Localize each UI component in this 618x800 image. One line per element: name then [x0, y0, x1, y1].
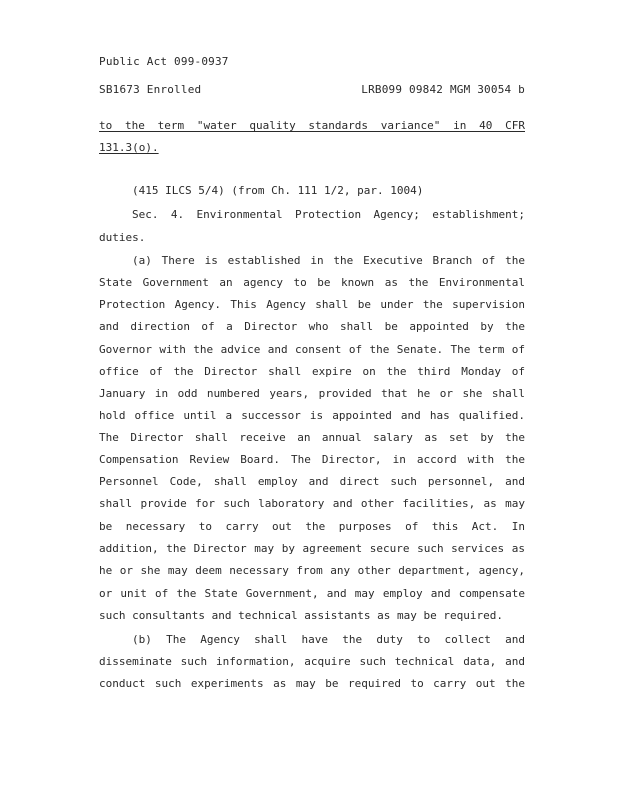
public-act-number: Public Act 099-0937	[99, 55, 229, 68]
paragraph-a-start: (a) There is established in the Executive Branch of the	[132, 254, 525, 267]
body-line: addition, the Director may by agreement secure such services as	[99, 542, 525, 555]
body-line: The Director shall receive an annual salary as set by the	[99, 431, 525, 444]
body-line: Protection Agency. This Agency shall be under the supervision	[99, 298, 525, 311]
lrb-identifier: LRB099 09842 MGM 30054 b	[361, 83, 525, 96]
body-line: to the term "water quality standards variance" in 40 CFR	[99, 119, 525, 132]
body-line: State Government an agency to be known as the Environmental	[99, 276, 525, 289]
body-line: duties.	[99, 231, 146, 244]
body-line: or unit of the State Government, and may employ and compensate	[99, 587, 525, 600]
body-line: office of the Director shall expire on the third Monday of	[99, 365, 525, 378]
body-line: hold office until a successor is appointed and has qualified.	[99, 409, 525, 422]
paragraph-b-start: (b) The Agency shall have the duty to collect and	[132, 633, 525, 646]
body-line: shall provide for such laboratory and other facilities, as may	[99, 497, 525, 510]
body-line: he or she may deem necessary from any other department, agency,	[99, 564, 525, 577]
body-line: such consultants and technical assistants as may be required.	[99, 609, 503, 622]
body-line: disseminate such information, acquire such technical data, and	[99, 655, 525, 668]
body-line: January in odd numbered years, provided that he or she shall	[99, 387, 525, 400]
body-line: conduct such experiments as may be required to carry out the	[99, 677, 525, 690]
body-line: 131.3(o).	[99, 141, 159, 154]
body-line: be necessary to carry out the purposes of this Act. In	[99, 520, 525, 533]
body-line: Compensation Review Board. The Director, in accord with the	[99, 453, 525, 466]
section-heading: Sec. 4. Environmental Protection Agency; establishment;	[132, 208, 525, 221]
body-line: Personnel Code, shall employ and direct such personnel, and	[99, 475, 525, 488]
statutory-citation: (415 ILCS 5/4) (from Ch. 111 1/2, par. 1004)	[132, 184, 424, 197]
body-line: Governor with the advice and consent of the Senate. The term of	[99, 343, 525, 356]
body-line: and direction of a Director who shall be appointed by the	[99, 320, 525, 333]
bill-identifier: SB1673 Enrolled	[99, 83, 202, 96]
